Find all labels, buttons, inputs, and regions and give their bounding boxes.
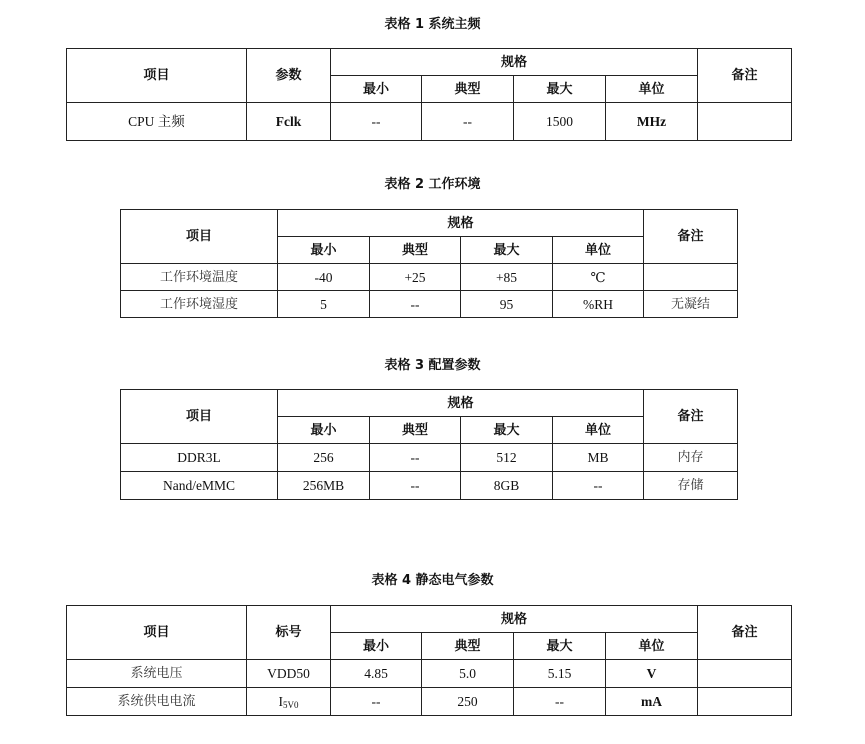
table-row	[121, 444, 738, 472]
table2-working-environment	[120, 209, 738, 318]
header-param: 参数	[247, 49, 331, 103]
table-row	[67, 103, 792, 141]
table3-configuration-params	[120, 389, 738, 500]
header-min: 最小	[331, 76, 422, 103]
cell-max: 95	[461, 291, 553, 318]
table-row	[67, 660, 792, 688]
cell-note	[698, 103, 792, 141]
header-item: 项目	[67, 49, 247, 103]
table-row	[121, 264, 738, 291]
cell-max: --	[514, 688, 606, 716]
cell-min: 4.85	[331, 660, 422, 688]
header-note: 备注	[644, 390, 738, 444]
table-row	[121, 291, 738, 318]
cell-item: Nand/eMMC	[121, 472, 278, 500]
cell-unit: ℃	[553, 264, 644, 291]
header-typ: 典型	[422, 76, 514, 103]
cell-max: 5.15	[514, 660, 606, 688]
cell-typ: --	[370, 291, 461, 318]
cell-item: 系统电压	[67, 660, 247, 688]
cell-min: 256MB	[278, 472, 370, 500]
cell-note	[698, 660, 792, 688]
cell-max: +85	[461, 264, 553, 291]
cell-item: CPU 主频	[67, 103, 247, 141]
header-typ: 典型	[370, 417, 461, 444]
header-unit: 单位	[553, 417, 644, 444]
cell-typ: 250	[422, 688, 514, 716]
cell-note	[698, 688, 792, 716]
table3-caption: 表格 3 配置参数	[384, 358, 481, 373]
table4-caption: 表格 4 静态电气参数	[371, 573, 494, 588]
cell-symbol	[247, 688, 331, 716]
cell-item: 系统供电电流	[67, 688, 247, 716]
symbol-subscript: 5V0	[283, 700, 299, 710]
header-max: 最大	[461, 417, 553, 444]
header-spec: 规格	[278, 210, 644, 237]
symbol-main: I	[278, 694, 283, 709]
cell-unit: MB	[553, 444, 644, 472]
header-item: 项目	[121, 210, 278, 264]
header-spec: 规格	[331, 49, 698, 76]
cell-note: 存储	[644, 472, 738, 500]
table-row	[121, 472, 738, 500]
cell-min: 5	[278, 291, 370, 318]
cell-unit: V	[606, 660, 698, 688]
header-unit: 单位	[606, 76, 698, 103]
cell-min: --	[331, 688, 422, 716]
header-max: 最大	[514, 76, 606, 103]
header-note: 备注	[644, 210, 738, 264]
header-min: 最小	[331, 633, 422, 660]
cell-note: 无凝结	[644, 291, 738, 318]
cell-unit: --	[553, 472, 644, 500]
cell-note	[644, 264, 738, 291]
cell-unit: mA	[606, 688, 698, 716]
header-spec: 规格	[278, 390, 644, 417]
cell-min: -40	[278, 264, 370, 291]
cell-min: 256	[278, 444, 370, 472]
cell-typ: 5.0	[422, 660, 514, 688]
table4-static-electrical-params	[66, 605, 792, 716]
cell-typ: --	[422, 103, 514, 141]
cell-max: 512	[461, 444, 553, 472]
cell-unit: MHz	[606, 103, 698, 141]
cell-param: Fclk	[247, 103, 331, 141]
header-item: 项目	[67, 606, 247, 660]
cell-note: 内存	[644, 444, 738, 472]
header-item: 项目	[121, 390, 278, 444]
header-min: 最小	[278, 417, 370, 444]
header-unit: 单位	[606, 633, 698, 660]
header-typ: 典型	[422, 633, 514, 660]
header-max: 最大	[514, 633, 606, 660]
cell-unit: %RH	[553, 291, 644, 318]
cell-typ: --	[370, 472, 461, 500]
table1-system-frequency	[66, 48, 792, 141]
table-row	[67, 688, 792, 716]
cell-max: 8GB	[461, 472, 553, 500]
cell-item: 工作环境湿度	[121, 291, 278, 318]
cell-typ: --	[370, 444, 461, 472]
table1-caption: 表格 1 系统主频	[384, 17, 481, 32]
header-note: 备注	[698, 49, 792, 103]
cell-max: 1500	[514, 103, 606, 141]
table2-caption: 表格 2 工作环境	[384, 177, 481, 192]
cell-symbol: VDD50	[247, 660, 331, 688]
cell-typ: +25	[370, 264, 461, 291]
cell-item: DDR3L	[121, 444, 278, 472]
cell-item: 工作环境温度	[121, 264, 278, 291]
header-spec: 规格	[331, 606, 698, 633]
header-max: 最大	[461, 237, 553, 264]
header-typ: 典型	[370, 237, 461, 264]
header-unit: 单位	[553, 237, 644, 264]
cell-min: --	[331, 103, 422, 141]
header-symbol: 标号	[247, 606, 331, 660]
header-min: 最小	[278, 237, 370, 264]
header-note: 备注	[698, 606, 792, 660]
